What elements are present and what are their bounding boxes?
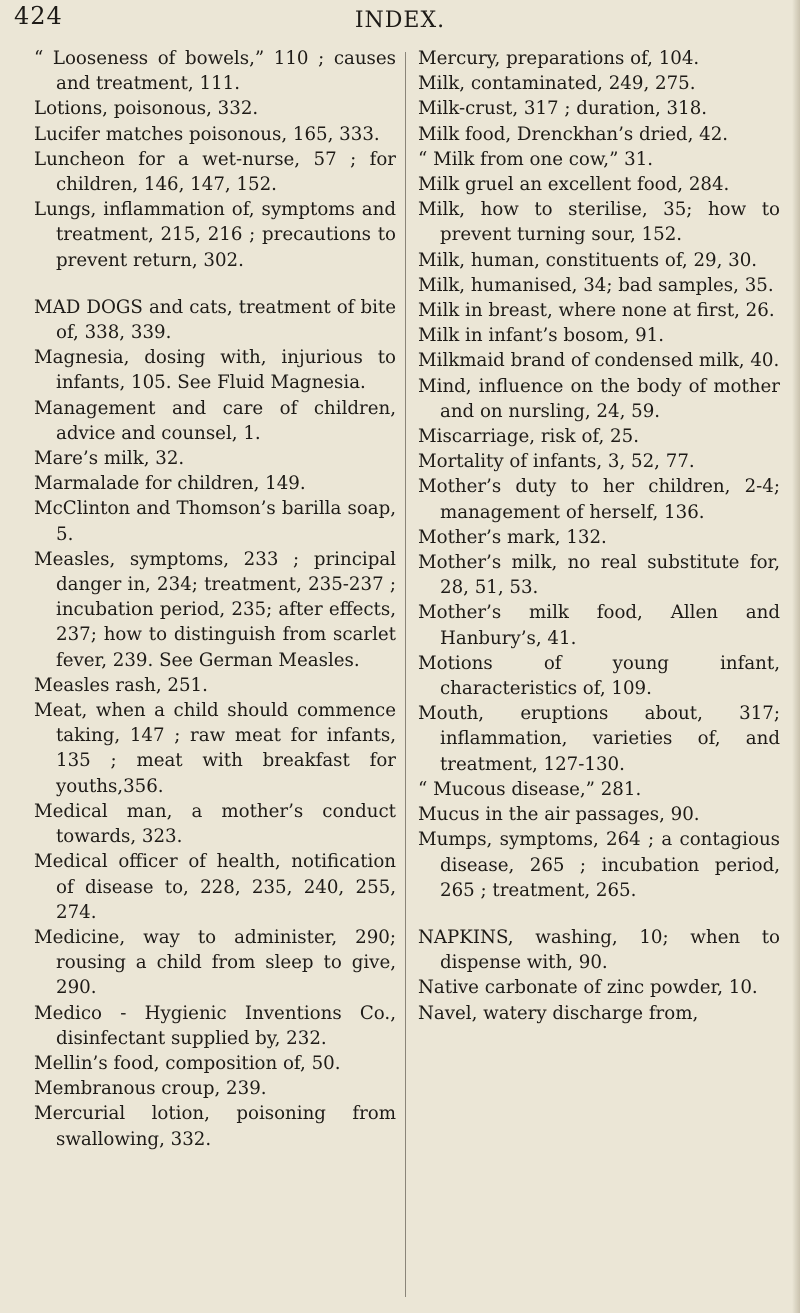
index-entry: Mind, influence on the body of mother and on nursling, 24, 59. [418, 375, 780, 422]
index-entry: Lungs, inflammation of, symptoms and treatment, 215, 216 ; precautions to prevent return, 302. [34, 199, 396, 271]
column-divider [405, 52, 406, 1297]
index-entry: Milk food, Drenckhan’s dried, 42. [418, 123, 729, 145]
index-entry: “ Mucous disease,” 281. [418, 778, 642, 800]
index-entry: Magnesia, dosing with, injurious to infants, 105. See Fluid Magnesia. [34, 347, 396, 394]
index-entry: MAD DOGS and cats, treatment of bite of, 338, 339. [34, 296, 396, 344]
index-entry: Milkmaid brand of condensed milk, 40. [418, 350, 780, 372]
index-entry: Native carbonate of zinc powder, 10. [418, 977, 758, 999]
index-entry: Mumps, symptoms, 264 ; a contagious disease, 265 ; incubation period, 265 ; treatment, 265. [418, 829, 780, 901]
index-entry: Mare’s milk, 32. [34, 448, 185, 470]
index-entry: Milk, humanised, 34; bad samples, 35. [418, 274, 774, 296]
index-entry: Luncheon for a wet-nurse, 57 ; for children, 146, 147, 152. [34, 148, 396, 196]
index-entry: McClinton and Thomson’s barilla soap, 5. [34, 498, 396, 545]
index-entry: Mercurial lotion, poisoning from swallowing, 332. [34, 1103, 396, 1150]
index-entry: NAPKINS, washing, 10; when to dispense with, 90. [418, 926, 780, 974]
index-entry: Milk, human, constituents of, 29, 30. [418, 249, 758, 271]
running-head: INDEX. [354, 8, 446, 33]
index-entry: Meat, when a child should commence taking, 147 ; raw meat for infants, 135 ; meat with breakfast for youths,356. [34, 700, 396, 797]
index-entry: Management and care of children, advice and counsel, 1. [34, 397, 396, 444]
index-entry: Mother’s milk, no real substitute for, 28, 51, 53. [418, 552, 780, 599]
index-entry: Milk in breast, where none at first, 26. [418, 300, 775, 322]
index-entry: Milk gruel an excellent food, 284. [418, 174, 730, 196]
page-number: 424 [14, 2, 63, 30]
index-entry: Mortality of infants, 3, 52, 77. [418, 451, 695, 473]
index-column-left [34, 46, 396, 1152]
index-entry: Milk, how to sterilise, 35; how to prevent turning sour, 152. [418, 199, 780, 246]
index-entry: Medical man, a mother’s conduct towards, 323. [34, 800, 396, 848]
index-entry: Navel, watery discharge from, [418, 1002, 699, 1024]
index-entry: Measles, symptoms, 233 ; principal danger in, 234; treatment, 235-237 ; incubation period, 235; after effects, 237; how to distinguish from scarlet fever, 239. See German Measles. [34, 548, 396, 671]
index-entry: Mother’s mark, 132. [418, 526, 607, 548]
index-entry: Milk in infant’s bosom, 91. [418, 325, 665, 347]
index-entry: Milk, contaminated, 249, 275. [418, 73, 696, 95]
index-entry: Lucifer matches poisonous, 165, 333. [34, 123, 380, 145]
index-entry: Mother’s duty to her children, 2-4; management of herself, 136. [418, 476, 780, 523]
index-column-right [418, 46, 780, 1026]
index-entry: Mellin’s food, composition of, 50. [34, 1052, 341, 1074]
index-entry: Membranous croup, 239. [34, 1078, 267, 1100]
page-edge-shadow [792, 0, 800, 1313]
index-entry: Mouth, eruptions about, 317; inflammation, varieties of, and treatment, 127-130. [418, 703, 780, 775]
index-entry: “ Milk from one cow,” 31. [418, 148, 654, 170]
index-entry: Lotions, poisonous, 332. [34, 98, 259, 120]
index-entry: Marmalade for children, 149. [34, 473, 306, 495]
index-entry: Mucus in the air passages, 90. [418, 804, 700, 826]
index-entry: Motions of young infant, characteristics of, 109. [418, 652, 780, 700]
index-entry: Medical officer of health, notification of disease to, 228, 235, 240, 255, 274. [34, 851, 396, 923]
index-entry: “ Looseness of bowels,” 110 ; causes and treatment, 111. [34, 48, 396, 95]
index-entry: Medico - Hygienic Inventions Co., disinfectant supplied by, 232. [34, 1002, 396, 1049]
index-entry: Measles rash, 251. [34, 674, 208, 696]
index-entry: Mercury, preparations of, 104. [418, 48, 700, 69]
index-entry: Mother’s milk food, Allen and Hanbury’s, 41. [418, 602, 780, 649]
index-entry: Miscarriage, risk of, 25. [418, 426, 639, 448]
index-entry: Milk-crust, 317 ; duration, 318. [418, 98, 708, 120]
index-entry: Medicine, way to administer, 290; rousing a child from sleep to give, 290. [34, 926, 396, 999]
